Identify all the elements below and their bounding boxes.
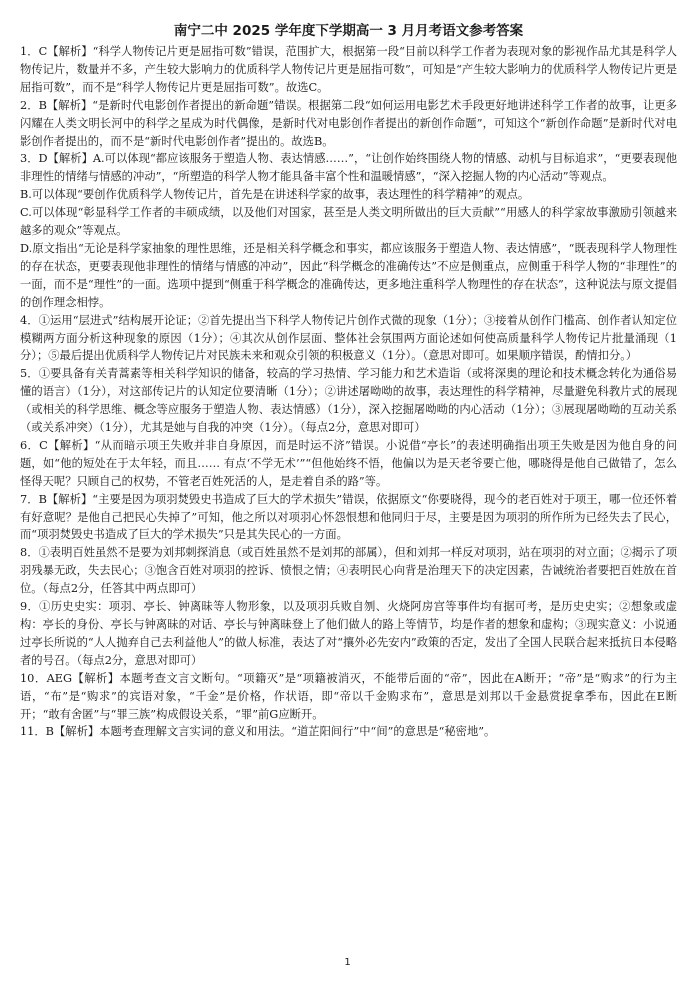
answer-paragraph: 7．B【解析】“主要是因为项羽焚毁史书造成了巨大的学术损失”错误，依据原文“你要晓得，现今的老百姓对于项王，哪一位还怀着有好意呢？是他自己把民心失掉了”可知，他之所以对项羽心怀怨恨想和他同归于尽，主要是因为项羽的所作所为已经失去了民心，而“项羽焚毁史书造成了巨大的学术损失”只是其失民心的一方面。 xyxy=(20,492,677,542)
answer-paragraph: D.原文指出“无论是科学家抽象的理性思维，还是相关科学概念和事实，都应该服务于塑造人物、表达情感”，“既表现科学人物理性的存在状态，更要表现他非理性的情绪与情感的冲动”，因此“科学概念的准确传达”不应是侧重点，应侧重于科学人物的“非理性”的一面，而不是“理性”的一面。选项中提到“侧重于科学概念的准确传达，更多地注重科学人物理性的存在状态”，这种说法与原文提倡的创作理念相悖。 xyxy=(20,241,677,309)
answer-paragraph: 8．①表明百姓虽然不是要为刘邦刺探消息（或百姓虽然不是刘邦的部属），但和刘邦一样反对项羽，站在项羽的对立面；②揭示了项羽残暴无政，失去民心；③饱含百姓对项羽的控诉、愤恨之情；④表明民心向背是治理天下的决定因素，告诫统治者要把百姓放在首位。（每点2分，任答其中两点即可） xyxy=(20,546,677,596)
answer-paragraph: 9．①历史史实：项羽、亭长、钟离昧等人物形象，以及项羽兵败自刎、火烧阿房宫等事件均有据可考，是历史史实；②想象或虚构：亭长的身份、亭长与钟离昧的对话、亭长与钟离昧登上了他们做人的路上等情节，均是作者的想象和虚构；③现实意义：小说通过亭长所说的“人人抛弃自己去利益他人”的做人标准，表达了对“攘外必先安内”政策的否定，发出了全国人民联合起来抵抗日本侵略者的号召。（每点2分，意思对即可） xyxy=(20,600,677,667)
answer-paragraph: 5．①要具备有关青蒿素等相关科学知识的储备，较高的学习热情、学习能力和艺术造诣（或将深奥的理论和技术概念转化为通俗易懂的语言）（1分），对这部传记片的认知定位要清晰（1分）；②讲述屠呦呦的故事，表达理性的科学精神，尽量避免科教片式的展现（或相关的科学思维、概念等应服务于塑造人物、表达情感）（1分），深入挖掘屠呦呦的内心活动（1分）；③展现屠呦呦的互动关系（或关系冲突）（1分），尤其是她与自我的冲突（1分）。（每点2分，意思对即可） xyxy=(20,367,677,435)
answer-paragraph: B.可以体现“要创作优质科学人物传记片，首先是在讲述科学家的故事，表达理性的科学精神”的观点。 xyxy=(20,188,530,202)
answer-paragraph: 3．D【解析】A.可以体现“都应该服务于塑造人物、表达情感……”，“让创作始终围绕人物的情感、动机与目标追求”，“更要表现他非理性的情绪与情感的冲动”，“所塑造的科学人物才能具备丰富个性和温暖情感”，“深入挖掘人物的内心活动”等观点。 xyxy=(20,152,677,184)
answer-paragraph: 1．C【解析】“科学人物传记片更是屈指可数”错误，范围扩大，根据第一段“目前以科学工作者为表现对象的影视作品尤其是科学人物传记片，数量并不多，产生较大影响力的优质科学人物传记片更是屈指可数”，可知是“产生较大影响力的优质科学人物传记片更是屈指可数”，而不是“科学人物传记片更是屈指可数”。故选C。 xyxy=(20,45,677,94)
answer-paragraph: 6．C【解析】“从而暗示项王失败并非自身原因，而是时运不济”错误。小说借“亭长”的表述明确指出项王失败是因为他自身的问题，如“他的短处在于太年轻，而且…… 有点‘不学无术’”“但他始终不悟，他偏以为是天老爷要亡他，哪晓得是他自己做错了，怎么怪得天呢？只顾自己的权势，不管老百姓死活的人，是走着自杀的路”等。 xyxy=(20,438,677,488)
answer-content xyxy=(20,43,677,741)
answer-paragraph: 11．B【解析】本题考查理解文言实词的意义和用法。“道芷阳间行”中“间”的意思是“秘密地”。 xyxy=(20,725,496,739)
answer-paragraph: 10．AEG【解析】本题考查文言文断句。“项籍灭”是“项籍被消灭，不能带后面的“帝”，因此在A断开；“帝”是“购求”的行为主语，“布”是“购求”的宾语对象，“千金”是价格，作状语，即“帝以千金购求布”，意思是刘邦以千金悬赏捉拿季布，因此在E断开；“敢有舍匿”与“罪三族”构成假设关系，“罪”前G应断开。 xyxy=(20,671,677,721)
answer-paragraph: 2．B【解析】“是新时代电影创作者提出的新命题”错误。根据第二段“如何运用电影艺术手段更好地讲述科学工作者的故事，让更多闪耀在人类文明长河中的科学之星成为时代偶像，是新时代对电影创作者提出的新创作命题”，可知这个“新创作命题”是新时代对电影创作者提出的，而不是“新时代电影创作者”提出的。故选B。 xyxy=(20,98,677,148)
answer-paragraph: C.可以体现“彰显科学工作者的丰硕成绩，以及他们对国家，甚至是人类文明所做出的巨大贡献”“用感人的科学家故事激励引领越来越多的观众”等观点。 xyxy=(20,206,677,238)
page-number: 1 xyxy=(344,957,351,968)
document-title: 南宁二中 2025 学年度下学期高一 3 月月考语文参考答案 xyxy=(173,23,524,39)
answer-paragraph: 4．①运用“层进式”结构展开论证；②首先提出当下科学人物传记片创作式微的现象（1分）；③接着从创作门槛高、创作者认知定位模糊两方面分析这种现象的原因（1分）；④其次从创作层面、整体社会氛围两方面论述如何使高质量科学人物传记片批量涌现（1分）；⑤最后提出优质科学人物传记片对民族未来和观众引领的积极意义（1分）。（意思对即可。如果顺序错误，酌情扣分。） xyxy=(20,313,677,363)
